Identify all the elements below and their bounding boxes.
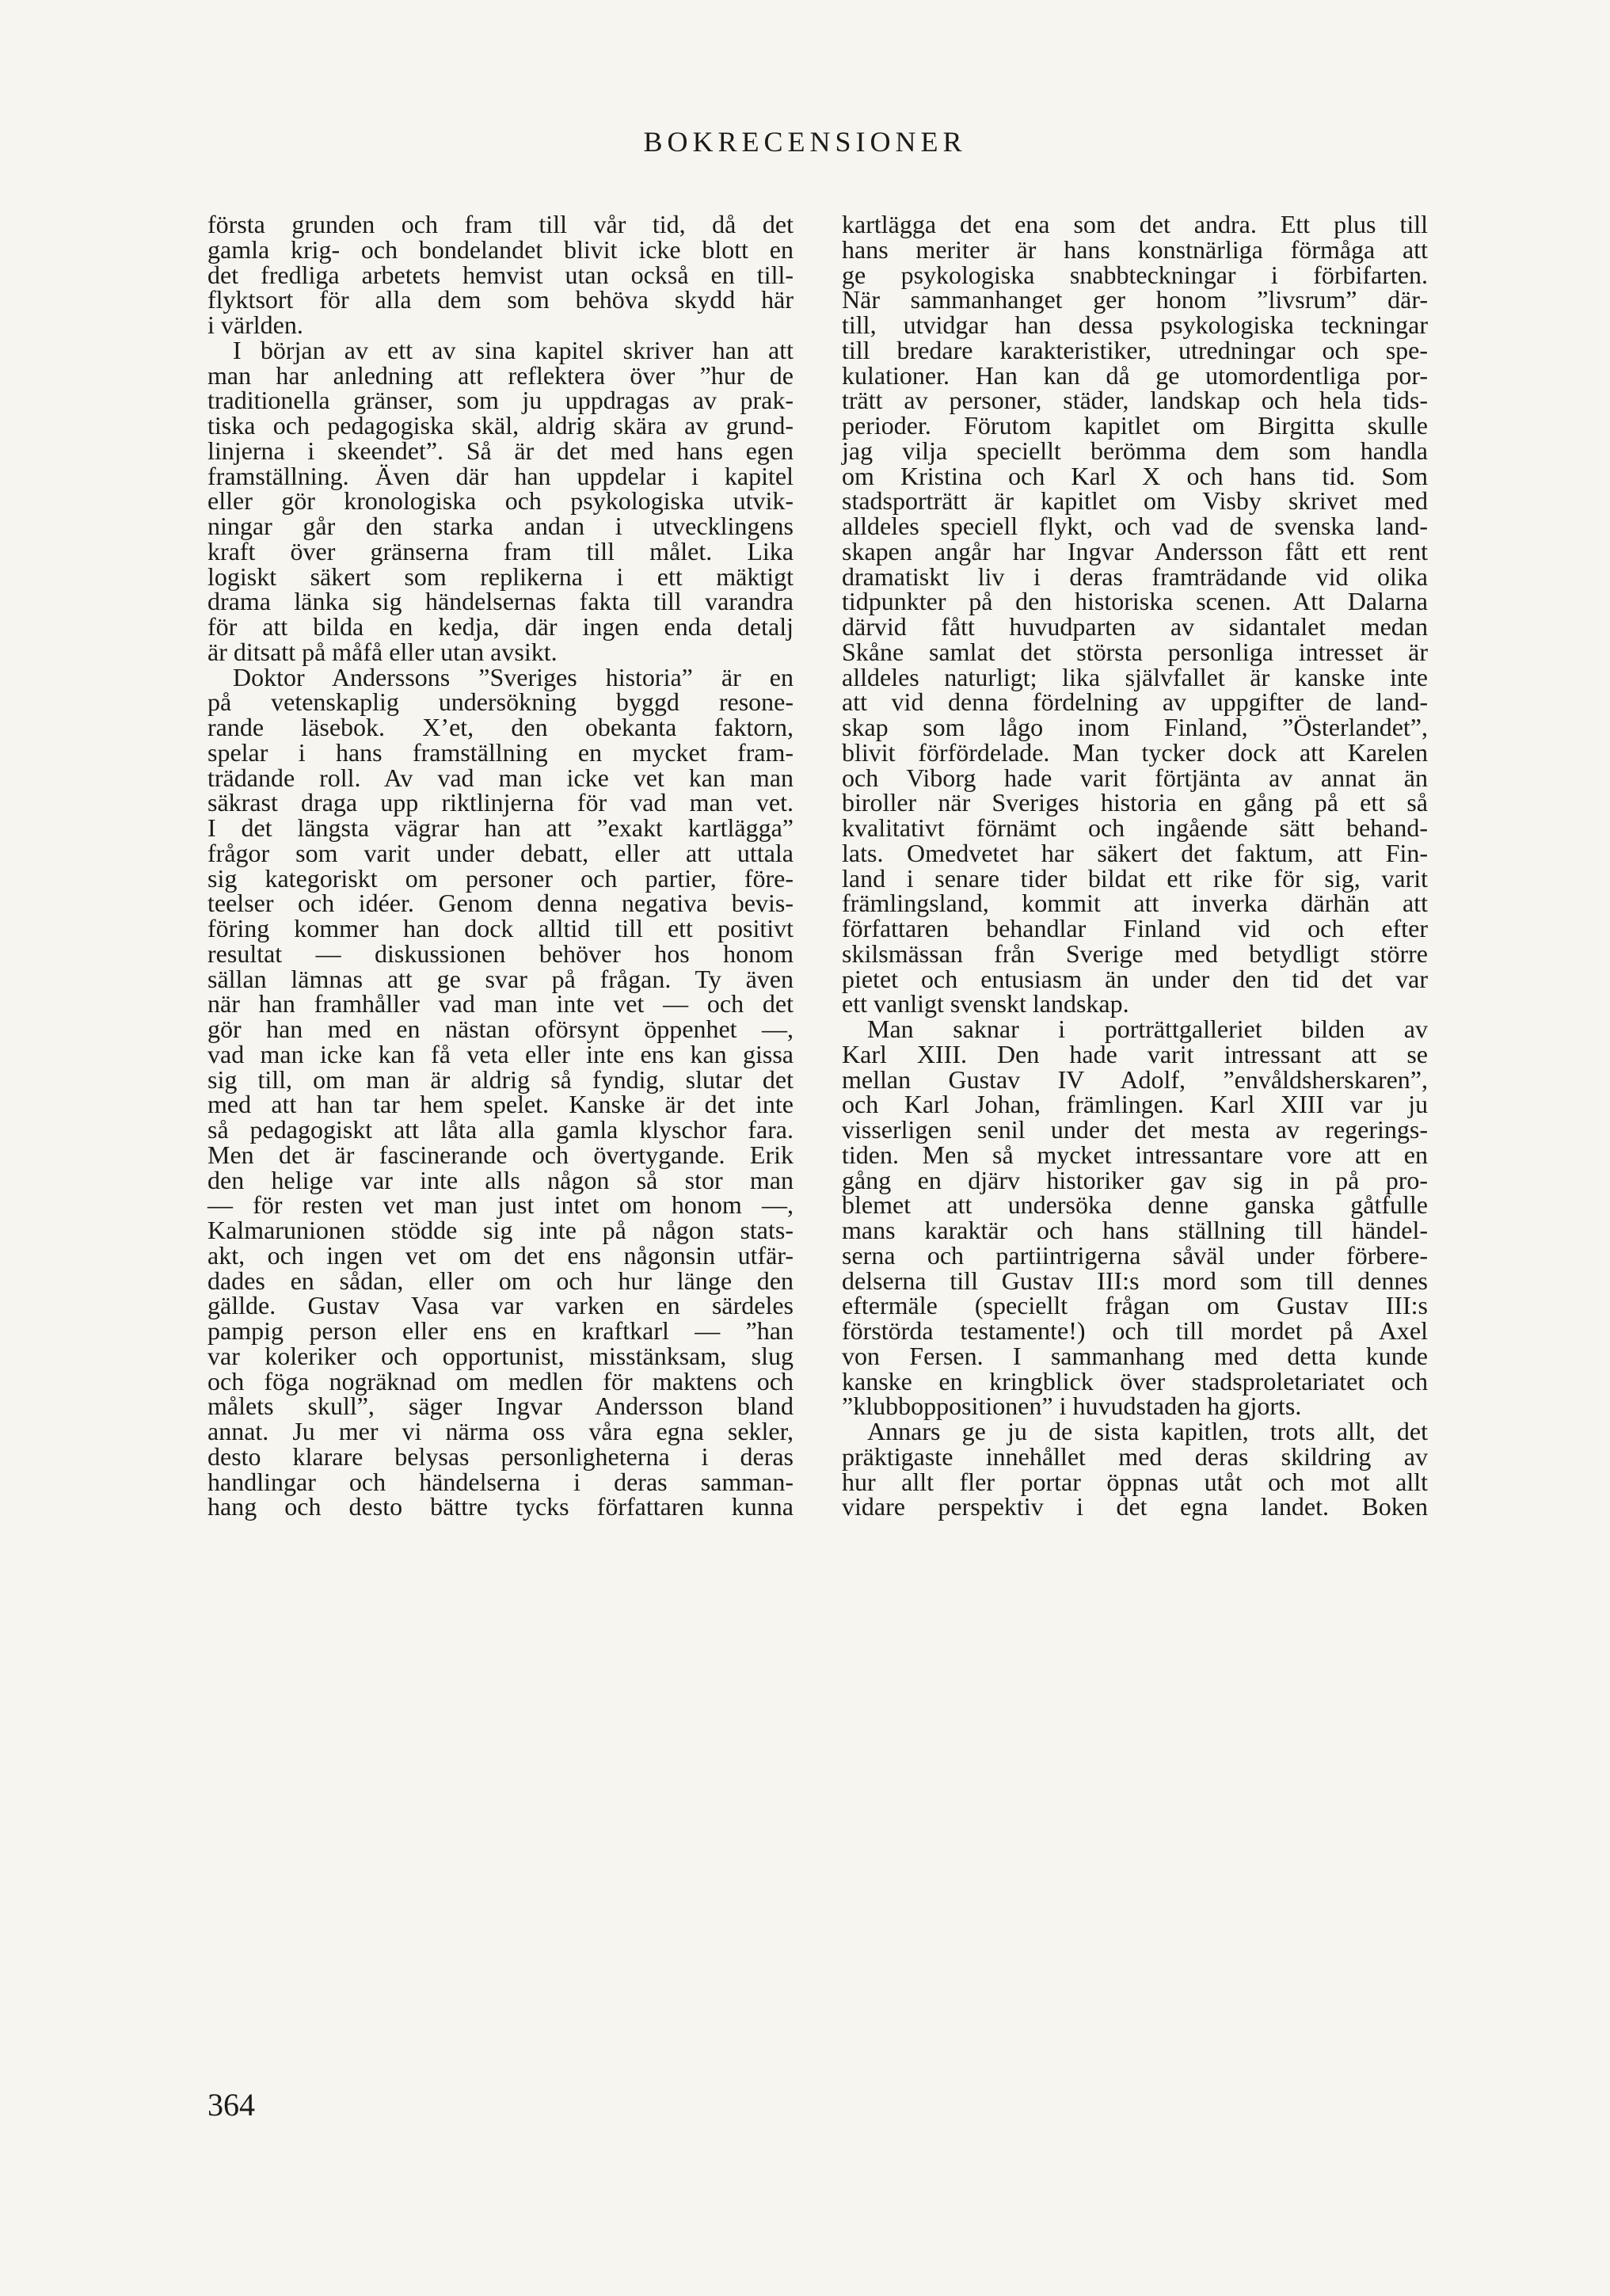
text-line: Kalmarunionen stödde sig inte på någon stats- (207, 1216, 794, 1244)
text-line: handlingar och händelserna i deras samman- (207, 1467, 794, 1496)
text-line: stadsporträtt är kapitlet om Visby skrivet med (842, 486, 1428, 516)
text-line: gör han med en nästan oförsynt öppenhet —, (207, 1015, 794, 1043)
text-line: kanske en kringblick över stadsproletariatet och (842, 1366, 1428, 1395)
text-line: dades en sådan, eller om och hur länge den (207, 1266, 794, 1295)
text-line: akt, och ingen vet om det ens någonsin utfär- (207, 1240, 794, 1270)
text-line: första grunden och fram till vår tid, då det (207, 210, 794, 238)
text-line: vidare perspektiv i det egna landet. Boken (842, 1492, 1428, 1521)
text-line: sig till, om man är aldrig så fyndig, slutar det (207, 1064, 794, 1094)
text-line: att vid denna fördelning av uppgifter de land- (842, 687, 1428, 717)
text-line: präktigaste innehållet med deras skildring av (842, 1441, 1428, 1471)
text-line: teelser och idéer. Genom denna negativa bevis- (207, 889, 794, 918)
text-line: frågor som varit under debatt, eller att uttala (207, 838, 794, 867)
text-line: serna och partiintrigerna såväl under förbere- (842, 1240, 1428, 1270)
text-line: förstörda testamente!) och till mordet på Axel (842, 1316, 1428, 1345)
page-number: 364 (207, 2087, 255, 2123)
text-line: så pedagogiskt att låta alla gamla klyschor fara. (207, 1115, 794, 1144)
text-line: säkrast draga upp riktlinjerna för vad man vet. (207, 788, 794, 817)
text-line: pietet och entusiasm än under den tid det var (842, 964, 1428, 993)
text-line: ett vanligt svenskt landskap. (842, 989, 1129, 1019)
text-line: alldeles naturligt; lika självfallet är kanske inte (842, 662, 1428, 691)
text-line: på vetenskaplig undersökning byggd resone- (207, 687, 794, 717)
text-line: pampig person eller ens en kraftkarl — ”han (207, 1316, 794, 1345)
text-line: mellan Gustav IV Adolf, ”envåldsherskaren”, (842, 1064, 1428, 1094)
text-line: tiska och pedagogiska skäl, aldrig skära av grund- (207, 411, 794, 440)
text-line: sig kategoriskt om personer och partier, före- (207, 863, 794, 893)
right-text-column (842, 212, 1428, 1520)
text-line: hur allt fler portar öppnas utåt och mot allt (842, 1467, 1428, 1496)
text-line: gång en djärv historiker gav sig in på pro- (842, 1165, 1428, 1194)
text-line: linjerna i skeendet”. Så är det med hans egen (207, 436, 794, 465)
text-line: visserligen senil under det mesta av regerings- (842, 1115, 1428, 1144)
text-line: och Viborg hade varit förtjänta av annat än (842, 763, 1428, 792)
text-line: med att han tar hem spelet. Kanske är det inte (207, 1090, 794, 1119)
text-line: alldeles speciell flykt, och vad de svenska land- (842, 512, 1428, 540)
text-line: skapen angår har Ingvar Andersson fått ett rent (842, 536, 1428, 565)
left-text-column (207, 212, 794, 1520)
text-line: trätt av personer, städer, landskap och hela tids- (842, 386, 1428, 415)
text-line: var koleriker och opportunist, misstänksam, slug (207, 1341, 794, 1370)
text-line: och Karl Johan, främlingen. Karl XIII var ju (842, 1090, 1428, 1119)
text-line: till bredare karakteristiker, utredningar och spe- (842, 335, 1428, 364)
text-line: blivit förfördelade. Man tycker dock att Karelen (842, 737, 1428, 767)
text-line: främlingsland, kommit att inverka därhän att (842, 889, 1428, 918)
text-line: spelar i hans framställning en mycket fram- (207, 737, 794, 767)
text-line: Annars ge ju de sista kapitlen, trots allt, det (867, 1417, 1428, 1445)
text-line: Doktor Anderssons ”Sveriges historia” är en (233, 662, 794, 691)
text-line: trädande roll. Av vad man icke vet kan man (207, 763, 794, 792)
text-line: lats. Omedvetet har säkert det faktum, att Fin- (842, 838, 1428, 867)
text-line: flyktsort för alla dem som behöva skydd här (207, 285, 794, 314)
running-header: BOKRECENSIONER (643, 126, 967, 158)
text-line: till, utvidgar han dessa psykologiska teckningar (842, 310, 1428, 339)
text-line: drama länka sig händelsernas fakta till varandra (207, 587, 794, 616)
text-line: gamla krig- och bondelandet blivit icke blott en (207, 234, 794, 264)
text-line: ”klubboppositionen” i huvudstaden ha gjorts. (842, 1392, 1302, 1421)
text-line: Karl XIII. Den hade varit intressant att se (842, 1039, 1428, 1068)
text-line: föring kommer han dock alltid till ett positivt (207, 914, 794, 942)
text-line: jag vilja speciellt berömma dem som handla (842, 436, 1428, 465)
text-line: I det längsta vägrar han att ”exakt kartlägga” (207, 813, 794, 842)
text-line: eller gör kronologiska och psykologiska utvik- (207, 486, 794, 516)
text-line: logiskt säkert som replikerna i ett mäktigt (207, 562, 794, 591)
text-line: resultat — diskussionen behöver hos honom (207, 939, 794, 968)
text-line: skilsmässan från Sverige med betydligt större (842, 939, 1428, 968)
text-line: ge psykologiska snabbteckningar i förbifarten. (842, 260, 1428, 289)
text-line: blemet att undersöka denne ganska gåtfulle (842, 1190, 1428, 1220)
text-line: När sammanhanget ger honom ”livsrum” där- (842, 285, 1428, 314)
text-line: sällan lämnas att ge svar på frågan. Ty även (207, 964, 794, 993)
text-line: annat. Ju mer vi närma oss våra egna sekler, (207, 1417, 794, 1445)
text-line: kartlägga det ena som det andra. Ett plus till (842, 210, 1428, 238)
text-line: dramatiskt liv i deras framträdande vid olika (842, 562, 1428, 591)
text-line: kvalitativt förnämt och ingående sätt behand- (842, 813, 1428, 842)
text-line: vad man icke kan få veta eller inte ens kan gissa (207, 1039, 794, 1068)
text-line: framställning. Även där han uppdelar i kapitel (207, 461, 794, 490)
text-line: gällde. Gustav Vasa var varken en särdeles (207, 1291, 794, 1320)
text-line: von Fersen. I sammanhang med detta kunde (842, 1341, 1428, 1370)
text-line: det fredliga arbetets hemvist utan också en till- (207, 260, 794, 289)
text-line: desto klarare belysas personligheterna i deras (207, 1441, 794, 1471)
text-line: mans karaktär och hans ställning till händel- (842, 1216, 1428, 1244)
text-line: Men det är fascinerande och övertygande. Erik (207, 1140, 794, 1169)
text-line: eftermäle (speciellt frågan om Gustav III:s (842, 1291, 1428, 1320)
text-line: skap som lågo inom Finland, ”Österlandet”, (842, 713, 1428, 741)
text-line: man har anledning att reflektera över ”hur de (207, 360, 794, 390)
text-line: traditionella gränser, som ju uppdragas av prak- (207, 386, 794, 415)
text-line: Man saknar i porträttgalleriet bilden av (867, 1015, 1428, 1043)
text-line: I början av ett av sina kapitel skriver han att (233, 335, 794, 364)
text-line: är ditsatt på måfå eller utan avsikt. (207, 637, 558, 666)
text-line: delserna till Gustav III:s mord som till dennes (842, 1266, 1428, 1295)
text-line: när han framhåller vad man inte vet — och det (207, 989, 794, 1019)
text-line: biroller när Sveriges historia en gång på ett så (842, 788, 1428, 817)
text-line: hang och desto bättre tycks författaren kunna (207, 1492, 794, 1521)
text-line: hans meriter är hans konstnärliga förmåga att (842, 234, 1428, 264)
text-line: därvid fått huvudparten av sidantalet medan (842, 612, 1428, 641)
text-line: tiden. Men så mycket intressantare vore att en (842, 1140, 1428, 1169)
text-line: kraft över gränserna fram till målet. Lika (207, 536, 794, 565)
text-line: författaren behandlar Finland vid och efter (842, 914, 1428, 942)
text-line: Skåne samlat det största personliga intresset är (842, 637, 1428, 666)
text-line: tidpunkter på den historiska scenen. Att Dalarna (842, 587, 1428, 616)
text-line: ningar går den starka andan i utvecklingens (207, 512, 794, 540)
text-line: — för resten vet man just intet om honom —, (207, 1190, 794, 1220)
text-line: rande läsebok. X’et, den obekanta faktorn, (207, 713, 794, 741)
text-line: målets skull”, säger Ingvar Andersson bland (207, 1392, 794, 1421)
text-line: och föga nogräknad om medlen för maktens och (207, 1366, 794, 1395)
text-line: i världen. (207, 310, 303, 339)
text-line: den helige var inte alls någon så stor man (207, 1165, 794, 1194)
text-line: land i senare tider bildat ett rike för sig, varit (842, 863, 1428, 893)
text-line: om Kristina och Karl X och hans tid. Som (842, 461, 1428, 490)
text-line: perioder. Förutom kapitlet om Birgitta skulle (842, 411, 1428, 440)
text-line: för att bilda en kedja, där ingen enda detalj (207, 612, 794, 641)
text-line: kulationer. Han kan då ge utomordentliga por- (842, 360, 1428, 390)
